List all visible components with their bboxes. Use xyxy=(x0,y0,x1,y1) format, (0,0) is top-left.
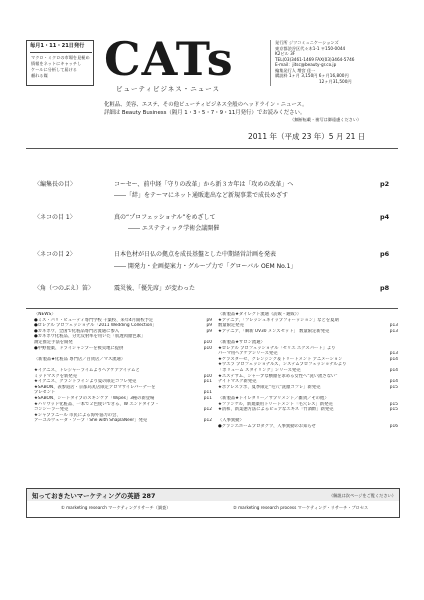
news-item-text: コンシーラー発売 xyxy=(34,407,69,413)
news-item-text: 〈新製品★ダイレクト流通（訪販・通販）〉 xyxy=(218,312,302,317)
news-item-text: ★イグニス、グラントラインより夏の限定コフレ発売 xyxy=(34,379,137,385)
news-item xyxy=(34,418,212,424)
news-item-page: p11 xyxy=(203,395,212,401)
news-item-page: p9 xyxy=(206,328,212,334)
toc-subtitle: ―― エステティック学術会議開催 xyxy=(128,225,220,232)
news-item-page: p10 xyxy=(203,339,212,345)
news-item-text: 数量限定発売 xyxy=(218,323,244,329)
news-column-left xyxy=(34,312,212,424)
footer-note: （解説は次ページをご覧ください） xyxy=(329,492,396,498)
toc-page: p8 xyxy=(380,284,390,292)
publisher-line-4: TEL(03)3461-1469 FAX(03)3464-5746 xyxy=(275,56,355,62)
news-item-page: p13 xyxy=(389,351,398,357)
toc-label: 〈ネコの目 1〉 xyxy=(34,214,76,221)
news-item-text: 「ボリューム スタイリング」シリーズ発売 xyxy=(218,367,301,373)
news-item-page: p14 xyxy=(389,356,398,362)
publisher-line-7: 購読料 1ヶ月 3,150円 6ヶ月16,800円 xyxy=(275,73,349,78)
publisher-box xyxy=(270,40,399,86)
toc-title: 日本色材が日仏の拠点を成長基盤とした中期経営計画を発表 xyxy=(114,251,277,258)
news-item-text: 〈人事異動〉 xyxy=(218,418,244,424)
news-item-page: p16 xyxy=(389,423,398,429)
news-item-text: 〈新製品★化粧品 専門店／百貨店／マス流通〉 xyxy=(34,356,126,362)
publisher-line-2: 東京都渋谷区代々木1-1 〒150-0044 xyxy=(275,45,346,51)
logo: CATs xyxy=(104,32,234,86)
footer-item-2: ② marketing research process マーケティング・リサーチ・プロセス xyxy=(233,505,369,510)
news-item-text: ●ロレアル プロフェッショナル「2011 Wedding Collection」 xyxy=(34,323,157,329)
top-rule xyxy=(26,148,398,149)
middle-rule xyxy=(26,308,398,309)
news-item-page: p15 xyxy=(389,401,398,407)
news-item-page: p15 xyxy=(389,407,398,413)
news-item-page: p15 xyxy=(389,384,398,390)
news-item-page: p12 xyxy=(203,418,212,424)
tagline-3: ケールに分析して届ける xyxy=(31,67,77,72)
news-item-page: p10 xyxy=(203,345,212,351)
news-item-text: プレゼント xyxy=(34,390,56,396)
issue-date: 2011 年（平成 23 年）5 月 21 日 xyxy=(248,132,366,141)
news-item-page: p13 xyxy=(389,323,398,329)
toc-subtitle: ―― 開発力・企画提案力・グループ力で「グローバル OEM No.1」 xyxy=(114,263,297,270)
news-item-text: ★エステサム、シャーブな横顔を求める女性へ“洗い流さない” xyxy=(218,373,338,379)
logo-subtitle: ビューティビジネス・ニュース xyxy=(116,85,220,93)
news-item-text: ★清和、新業態方法によるピュアなエキス「竹酒酢」新発売 xyxy=(218,407,334,413)
description-line-1: 化粧品、美容、エステ、その他ビューティビジネス全般のヘッドライン・ニュース。 xyxy=(104,102,308,108)
news-column-right xyxy=(218,312,398,429)
tagline-1: マクロ・ミクロの市場を見極め xyxy=(31,55,90,60)
news-item-text: ★ポアレスラボ、夏季限定“毛穴”洗顔コフレ」新発売 xyxy=(218,384,321,390)
news-item-text: ★ウエラ プロフェッショナルズ、システムプロフェッショナルより xyxy=(218,362,347,368)
news-item-text: 測定推定手法を開発 xyxy=(34,339,73,345)
news-item-text: 〈新製品★トイレタリー／サプリメント／雑貨／その他〉 xyxy=(218,395,329,401)
footer-item-1: ① marketing research マーケティングリサーチ（調査） xyxy=(61,505,171,510)
news-item-page: p14 xyxy=(389,379,398,385)
news-item-text: ●カネボウ化粧品、分光反射率を用いた「肌透肉顔色素」 xyxy=(34,334,146,340)
news-item-text: ナイトマスク新発売 xyxy=(218,379,257,385)
news-item-text: ミッドマスクを新発売 xyxy=(34,373,77,379)
toc-label: 〈編集長の目〉 xyxy=(34,181,77,188)
news-item-text: ★ケラスターゼ、クレンジング＆トリートメント アニメーション xyxy=(218,356,343,362)
news-item-text: ★ロレアル プロフェッショナル「セリエ エクスパート」より xyxy=(218,345,336,351)
news-item xyxy=(218,424,398,430)
footer-title: 知っておきたいマーケティングの英語 287 xyxy=(32,492,156,500)
news-item-text: ●クランエホームプロダクツ、人事異動のお知らせ xyxy=(218,423,316,429)
box-divider xyxy=(30,52,92,53)
news-item-text: ★アテニア、「フレッシュネイップフォーッション」などを夏期 xyxy=(218,317,339,323)
toc-label: 〈ネコの目 2〉 xyxy=(34,251,76,258)
toc-title: 真の“プロフェッショナル”をめざして xyxy=(114,214,216,221)
news-item-page: p10 xyxy=(203,373,212,379)
news-item-text: ●中野製薬、ドライシャンプーを被災地に提供 xyxy=(34,345,124,351)
news-item-page: p9 xyxy=(206,317,212,323)
news-item-text: 〈新製品★サロン流通〉 xyxy=(218,339,265,345)
publisher-line-8: 12ヶ月31,500円 xyxy=(319,78,352,84)
publisher-line-1: 発行所 ジツコミュニケーションズ xyxy=(275,40,339,45)
news-item-text: アーユルヴェーダ・ソープ「She with ShaplaNeer」発売 xyxy=(34,418,148,424)
news-item-page: p14 xyxy=(389,367,398,373)
description-line-2: 詳細は Beauty Business（隔月 1・3・5・7・9・11月発行）でお読みください。 xyxy=(104,110,306,116)
news-item-text: ●ミス・パリ・ビューティ専門学校 千葉校、来年4月開校予定 xyxy=(34,317,154,323)
news-item-text: ★SABON、表参道店・京都烏丸店限定アロマサイレバーナーを xyxy=(34,384,156,390)
publisher-line-5: E-mail：jitsc@beauty-gr.co.jp xyxy=(275,62,337,67)
issue-frequency-box xyxy=(26,40,94,86)
copy-notice: （無断転載・複写は御遠慮ください） xyxy=(290,117,362,122)
news-item-text: ★SABON、シートタイプのスキンケア「Wipes」3種の新登場 xyxy=(34,395,155,401)
issue-frequency-title: 毎月1・11・21日発行 xyxy=(30,43,85,49)
toc-page: p6 xyxy=(380,250,390,258)
publisher-line-6: 編集発行人 増宮 佳一 xyxy=(275,67,316,73)
news-item-page: p11 xyxy=(203,379,212,385)
news-item-text: ●カネボウ、全国で化粧品専門店流通に参入 xyxy=(34,328,120,334)
news-item-page: p9 xyxy=(206,323,212,329)
news-item-page: p13 xyxy=(389,328,398,334)
toc-title: 震災後、「優先席」が変わった xyxy=(114,285,195,292)
toc-title: コーセー、前中経「守りの改革」から新３カ年は「攻めの改革」へ xyxy=(114,181,294,188)
toc-page: p4 xyxy=(380,213,390,221)
news-item-text: ★アテニア、「瞬新 UV30 メンズセット」 数量限定新発売 xyxy=(218,328,330,334)
news-item-text: 〈NEWS〉 xyxy=(34,312,56,317)
news-item-text: ★イグニス、トレジャーライムよりヘアケアアイテムと xyxy=(34,367,140,373)
news-item-text: ★ハリウッド化粧品、一本で２色使いできる、W エンドタイプ・ xyxy=(34,401,160,407)
news-item-page: p12 xyxy=(203,407,212,413)
toc-label: 〈角（つのぶえ）笛〉 xyxy=(34,285,95,292)
news-item-text: パーマ用ヘアケアシリーズ発売 xyxy=(218,351,278,357)
toc-page: p2 xyxy=(380,180,390,188)
news-item-text: ★シャプラニール 市民による海外協力の会、 xyxy=(34,412,121,418)
toc-subtitle: ――「絆」をテーマにネット通販進出など新規事業で成長めざす xyxy=(114,192,289,199)
tagline-4: 頼れる媒 xyxy=(31,73,48,78)
news-item-text: ★ファンケル、新規薬用トリートメント「毛穴レス」新発売 xyxy=(218,401,333,407)
tagline-2: 情報をネットにキャッチし xyxy=(31,61,82,66)
news-item-page: p11 xyxy=(203,390,212,396)
publisher-line-3: K2ビル 3F xyxy=(275,51,296,56)
marketing-english-box xyxy=(26,488,400,518)
